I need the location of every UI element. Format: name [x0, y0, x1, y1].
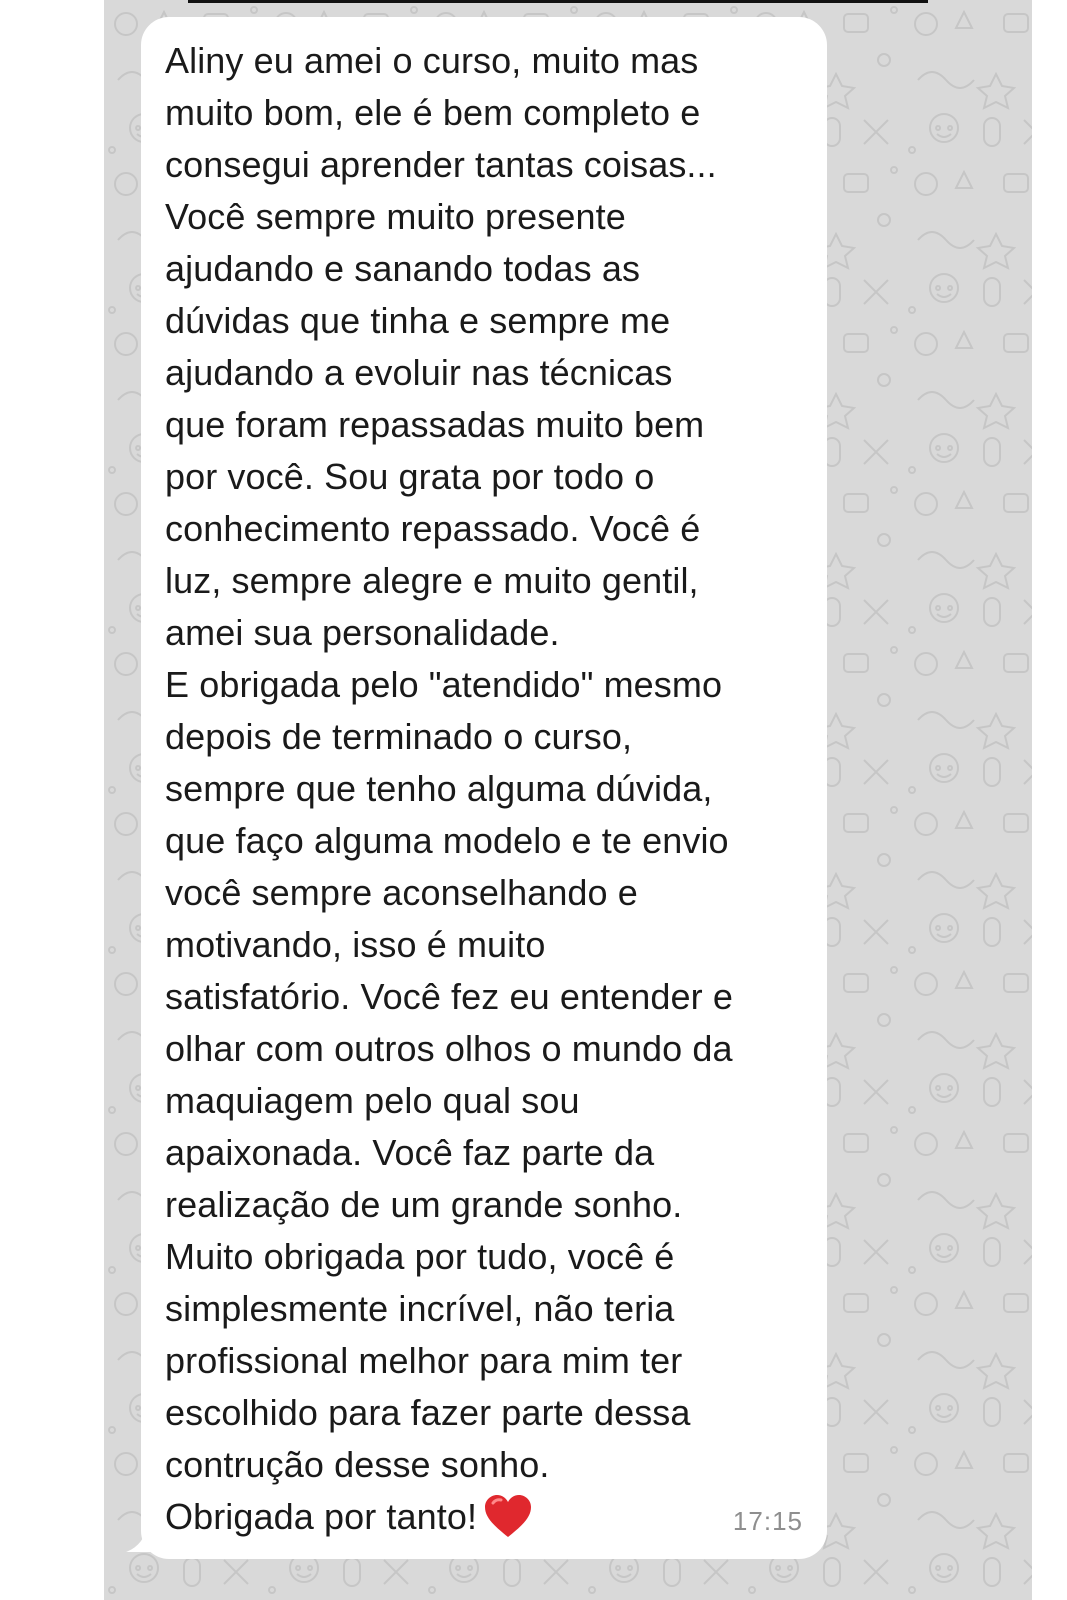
- message-body: Aliny eu amei o curso, muito mas muito bom, ele é bem completo e consegui aprender tantas coisas... Você sempre muito presente ajudando e sanando todas as dúvidas que tinha e sempre me ajudando a evoluir nas técnicas que foram repassadas muito bem por você. Sou grata por todo o conhecimento repassado. Você é luz, sempre alegre e muito gentil, amei sua personalidade. E obrigada pelo "atendido" mesmo depois de terminado o curso, sempre que tenho alguma dúvida, que faço alguma modelo e te envio você sempre aconselhando e motivando, isso é muito satisfatório. Você fez eu entender e olhar com outros olhos o mundo da maquiagem pelo qual sou apaixonada. Você faz parte da realização de um grande sonho. Muito obrigada por tudo, você é simplesmente incrível, não teria profissional melhor para mim ter escolhido para fazer parte dessa contrução desse sonho.: [165, 40, 733, 1485]
- chat-background: [104, 0, 1032, 1600]
- message-timestamp: 17:15: [732, 1506, 803, 1536]
- message-closing: Obrigada por tanto!: [165, 1496, 478, 1537]
- top-edge-bar: [188, 0, 928, 3]
- message-bubble[interactable]: [141, 17, 827, 1559]
- message-text: [165, 35, 807, 1543]
- red-heart-icon: [483, 1493, 533, 1539]
